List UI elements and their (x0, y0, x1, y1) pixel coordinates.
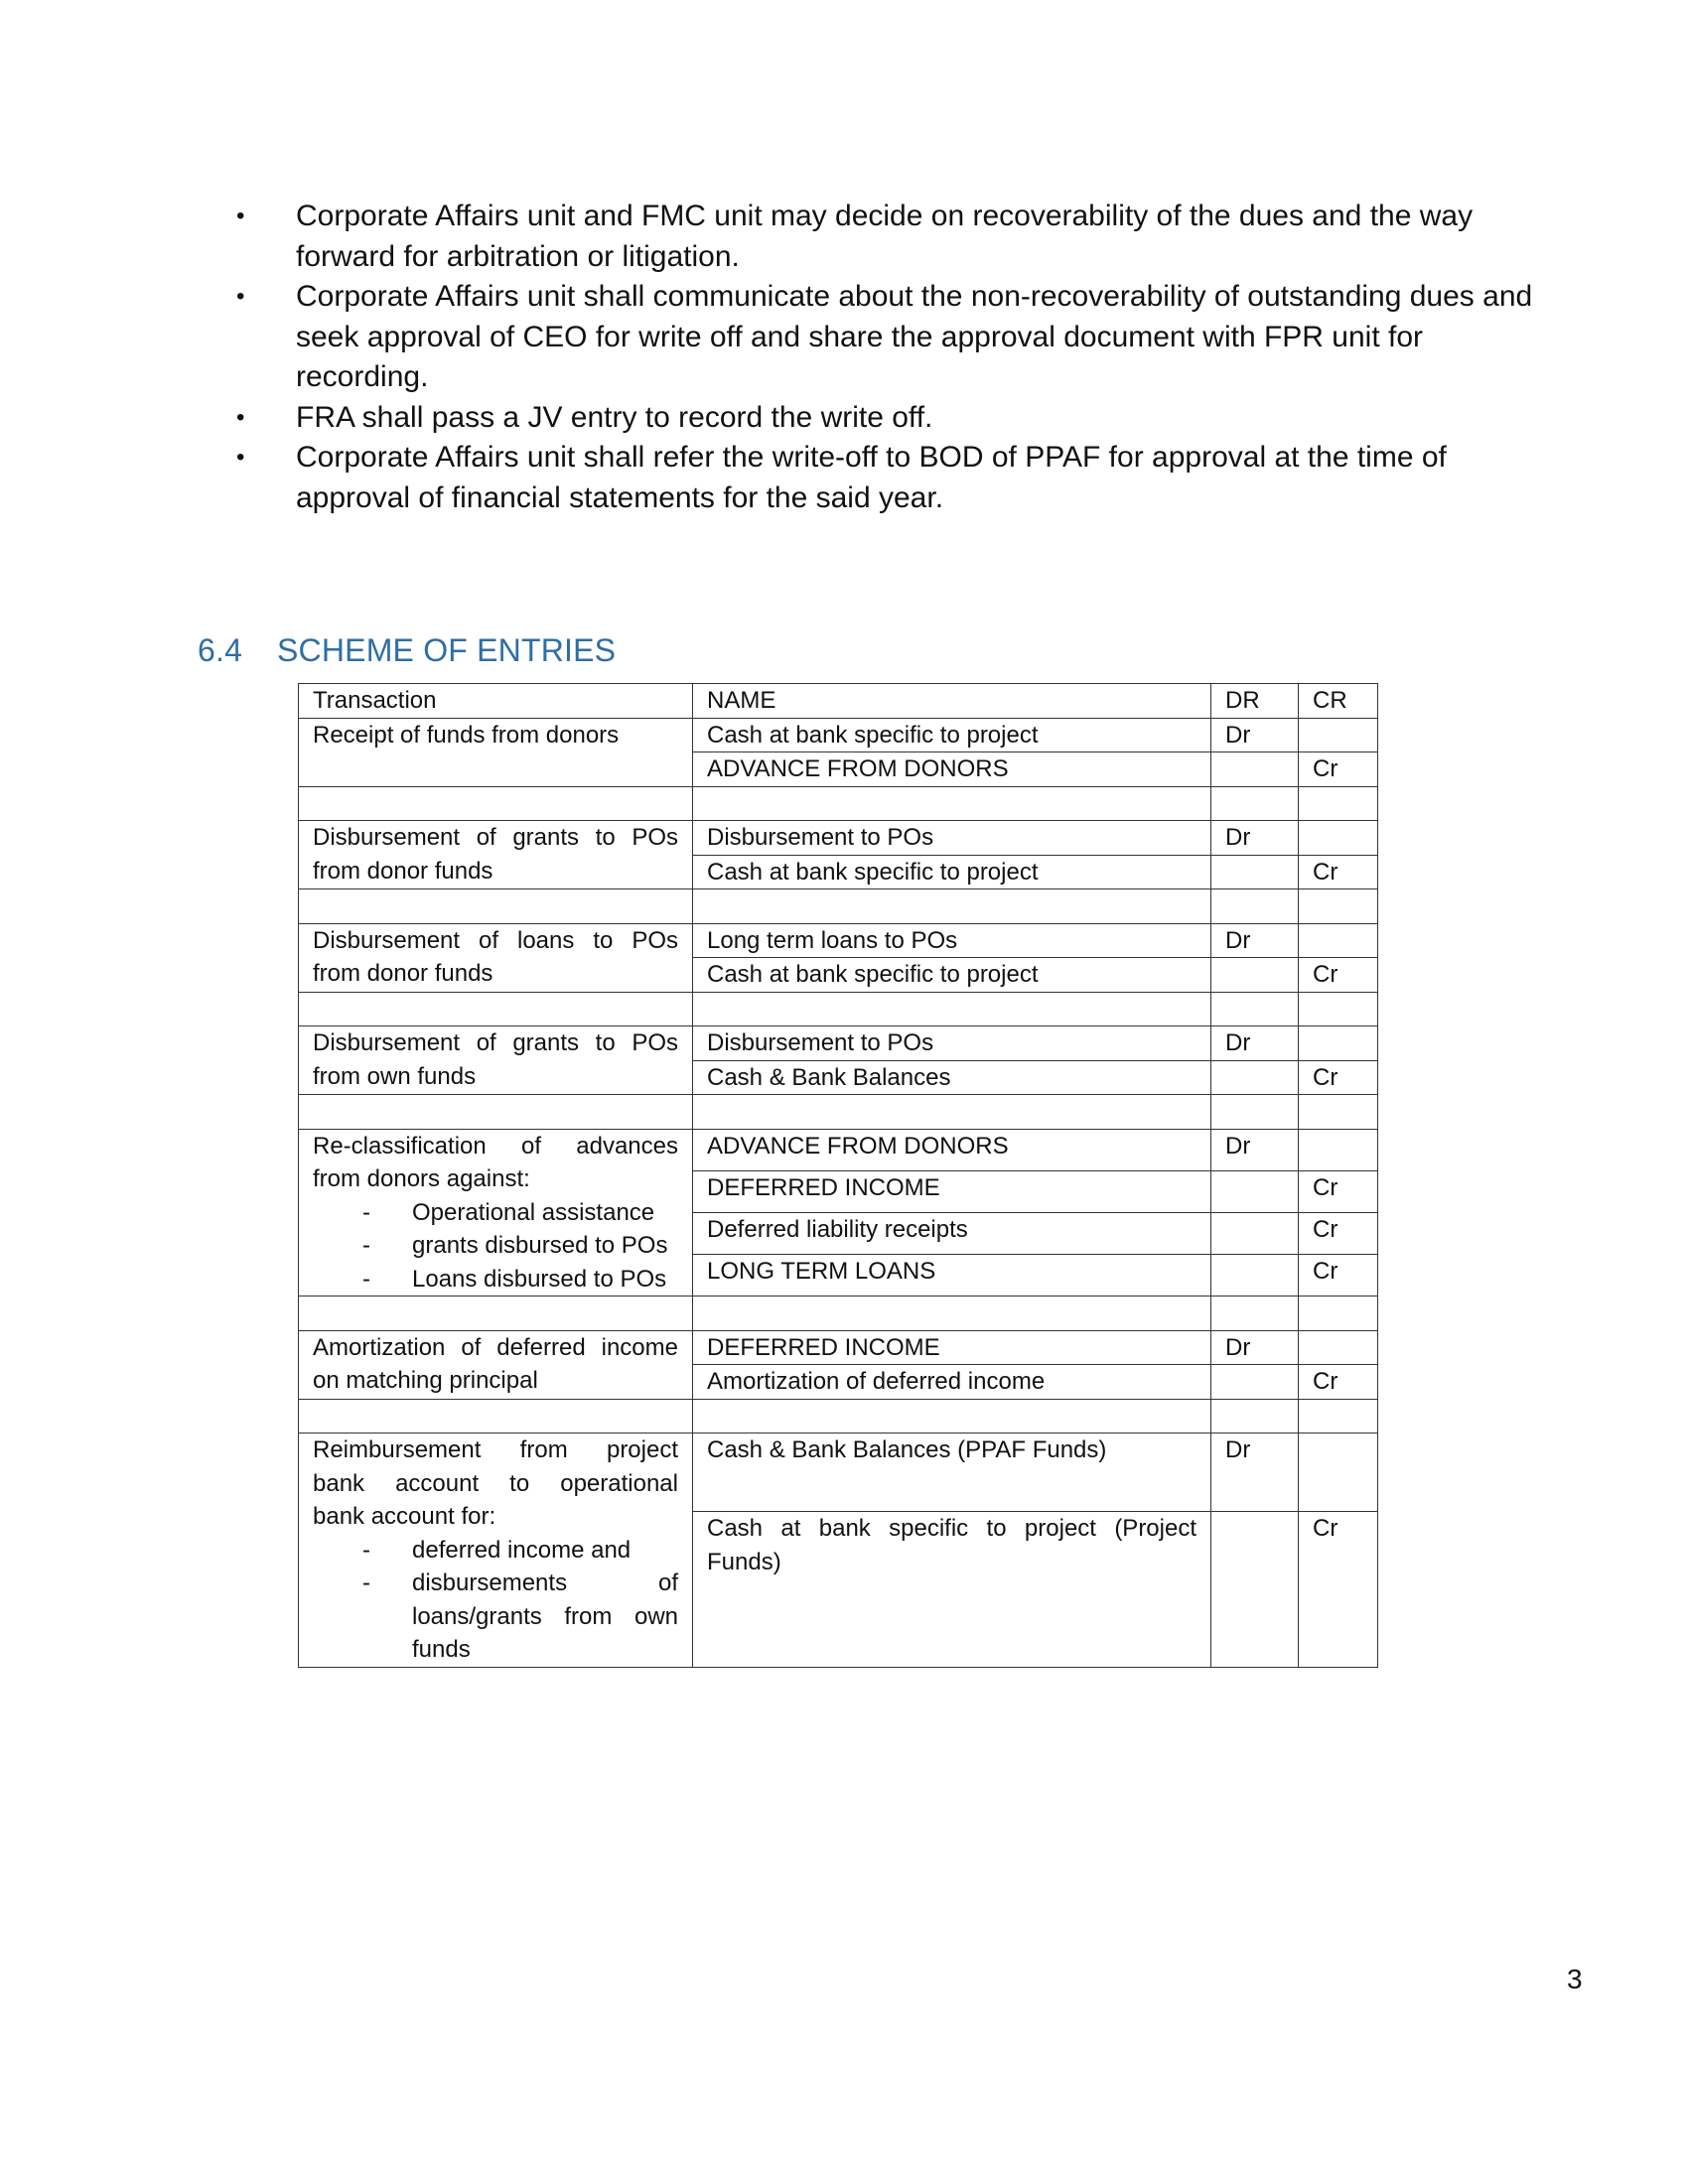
bullet-item (236, 197, 1587, 277)
account-name-cell: Deferred liability receipts (693, 1212, 1211, 1254)
bullet-line: recording. (296, 360, 429, 393)
sub-item-text: disbursements of loans/grants from own funds (412, 1570, 678, 1663)
cr-cell (1299, 1129, 1378, 1170)
transaction-line: Disbursement of grants to POs (313, 824, 678, 851)
transaction-sub-item (313, 1263, 678, 1297)
scheme-of-entries-table (298, 683, 1378, 1668)
sub-item-text: Loans disbursed to POs (412, 1265, 667, 1293)
spacer-row (299, 786, 1378, 821)
empty-cell (1299, 1399, 1378, 1433)
cr-cell: Cr (1299, 1170, 1378, 1212)
header-transaction: Transaction (299, 684, 693, 719)
transaction-line: Disbursement of loans to POs (313, 926, 678, 954)
cr-cell (1299, 923, 1378, 958)
bullet-marker-icon: • (236, 444, 245, 471)
empty-cell (693, 889, 1211, 924)
account-name-cell: Disbursement to POs (693, 1026, 1211, 1061)
empty-cell (299, 786, 693, 821)
dash-marker-icon: - (362, 1232, 370, 1259)
table-header-row (299, 684, 1378, 719)
dr-cell (1211, 958, 1299, 993)
page-number: 3 (1567, 1964, 1583, 1994)
bullet-item (236, 438, 1587, 518)
transaction-line: from donors against: (313, 1165, 530, 1192)
table-body (299, 718, 1378, 1667)
dr-cell: Dr (1211, 1026, 1299, 1061)
account-name-cell: Disbursement to POs (693, 821, 1211, 856)
empty-cell (1299, 889, 1378, 924)
transaction-sub-item (313, 1534, 678, 1568)
section-title: SCHEME OF ENTRIES (277, 632, 617, 668)
table-row (299, 821, 1378, 856)
account-name-cell: Cash at bank specific to project (Project Funds) (693, 1512, 1211, 1667)
spacer-row (299, 1095, 1378, 1130)
account-name-cell: Cash at bank specific to project (693, 718, 1211, 752)
bullet-marker-icon: • (236, 403, 245, 431)
bullet-item (236, 398, 1587, 439)
empty-cell (1299, 786, 1378, 821)
empty-cell (693, 1399, 1211, 1433)
header-dr: DR (1211, 684, 1299, 719)
empty-cell (299, 1399, 693, 1433)
cr-cell (1299, 821, 1378, 856)
transaction-line: from donor funds (313, 857, 493, 885)
bullet-line: Corporate Affairs unit shall refer the write-off to BOD of PPAF for approval at the time of (296, 441, 1447, 474)
empty-cell (1211, 889, 1299, 924)
account-name-cell: DEFERRED INCOME (693, 1170, 1211, 1212)
account-name-cell: Cash at bank specific to project (693, 958, 1211, 993)
transaction-line: on matching principal (313, 1367, 538, 1394)
transaction-line: Receipt of funds from donors (313, 721, 620, 749)
cr-cell (1299, 1026, 1378, 1061)
transaction-cell (299, 1433, 693, 1668)
empty-cell (1211, 1095, 1299, 1130)
sub-item-text: grants disbursed to POs (412, 1232, 668, 1259)
account-name-cell: Amortization of deferred income (693, 1365, 1211, 1400)
transaction-cell (299, 1129, 693, 1297)
cr-cell: Cr (1299, 1212, 1378, 1254)
bullet-marker-icon: • (236, 203, 245, 229)
dr-cell (1211, 855, 1299, 889)
cr-cell (1299, 718, 1378, 752)
transaction-line: Disbursement of grants to POs (313, 1029, 678, 1056)
table-row (299, 1129, 1378, 1170)
cr-cell (1299, 1330, 1378, 1365)
account-name-cell: DEFERRED INCOME (693, 1330, 1211, 1365)
empty-cell (1299, 1095, 1378, 1130)
table-row (299, 923, 1378, 958)
empty-cell (1299, 1297, 1378, 1331)
bullet-item (236, 277, 1587, 398)
bullet-line: approval of financial statements for the said year. (296, 480, 944, 514)
empty-cell (693, 1095, 1211, 1130)
dash-marker-icon: - (362, 1265, 370, 1293)
empty-cell (299, 992, 693, 1026)
empty-cell (299, 889, 693, 924)
transaction-sub-item (313, 1567, 678, 1667)
dr-cell (1211, 1170, 1299, 1212)
header-cr: CR (1299, 684, 1378, 719)
transaction-line: from own funds (313, 1062, 477, 1090)
account-name-cell: Cash & Bank Balances (PPAF Funds) (693, 1433, 1211, 1512)
transaction-line: bank account to operational (313, 1469, 678, 1497)
bullet-marker-icon: • (236, 283, 245, 310)
spacer-row (299, 992, 1378, 1026)
section-number: 6.4 (198, 632, 243, 668)
empty-cell (1299, 992, 1378, 1026)
account-name-cell: ADVANCE FROM DONORS (693, 1129, 1211, 1170)
dash-marker-icon: - (362, 1570, 370, 1596)
dr-cell: Dr (1211, 1129, 1299, 1170)
bullet-line: FRA shall pass a JV entry to record the write off. (296, 400, 933, 434)
table-row (299, 718, 1378, 752)
dash-marker-icon: - (362, 1198, 370, 1226)
table-row (299, 1433, 1378, 1512)
bullet-line: seek approval of CEO for write off and share the approval document with FPR unit for (296, 320, 1424, 353)
dr-cell (1211, 1365, 1299, 1400)
empty-cell (693, 1297, 1211, 1331)
empty-cell (1211, 1399, 1299, 1433)
transaction-sub-item (313, 1196, 678, 1230)
empty-cell (299, 1095, 693, 1130)
transaction-line: Re-classification of advances (313, 1132, 678, 1160)
header-name: NAME (693, 684, 1211, 719)
transaction-line: Reimbursement from project (313, 1436, 678, 1463)
account-name-cell: Long term loans to POs (693, 923, 1211, 958)
bullet-line: forward for arbitration or litigation. (296, 239, 740, 273)
transaction-cell (299, 1026, 693, 1095)
empty-cell (693, 992, 1211, 1026)
account-name-cell: Cash & Bank Balances (693, 1060, 1211, 1095)
empty-cell (693, 786, 1211, 821)
dash-marker-icon: - (362, 1536, 370, 1564)
empty-cell (1211, 1297, 1299, 1331)
account-name-cell: ADVANCE FROM DONORS (693, 752, 1211, 787)
empty-cell (299, 1297, 693, 1331)
transaction-sub-item (313, 1229, 678, 1263)
section-heading (198, 632, 616, 669)
bullet-list (236, 197, 1587, 518)
spacer-row (299, 1297, 1378, 1331)
transaction-cell (299, 1330, 693, 1399)
dr-cell (1211, 1212, 1299, 1254)
transaction-line: Amortization of deferred income (313, 1333, 678, 1361)
sub-item-text: Operational assistance (412, 1198, 655, 1226)
cr-cell: Cr (1299, 1512, 1378, 1667)
cr-cell (1299, 1433, 1378, 1512)
dr-cell: Dr (1211, 821, 1299, 856)
transaction-cell (299, 821, 693, 889)
dr-cell (1211, 1512, 1299, 1667)
dr-cell (1211, 1254, 1299, 1296)
dr-cell: Dr (1211, 1330, 1299, 1365)
cr-cell: Cr (1299, 752, 1378, 787)
dr-cell: Dr (1211, 1433, 1299, 1512)
sub-item-text: deferred income and (412, 1536, 632, 1564)
table-row (299, 1026, 1378, 1061)
cr-cell: Cr (1299, 1365, 1378, 1400)
dr-cell: Dr (1211, 718, 1299, 752)
cr-cell: Cr (1299, 855, 1378, 889)
empty-cell (1211, 786, 1299, 821)
bullet-line: Corporate Affairs unit shall communicate about the non-recoverability of outstanding dues and (296, 280, 1533, 313)
transaction-cell (299, 718, 693, 786)
dr-cell (1211, 1060, 1299, 1095)
table-row (299, 1330, 1378, 1365)
bullet-line: Corporate Affairs unit and FMC unit may decide on recoverability of the dues and the way (296, 200, 1474, 232)
spacer-row (299, 1399, 1378, 1433)
cr-cell: Cr (1299, 1254, 1378, 1296)
empty-cell (1211, 992, 1299, 1026)
transaction-line: from donor funds (313, 960, 493, 987)
cr-cell: Cr (1299, 1060, 1378, 1095)
account-name-cell: LONG TERM LOANS (693, 1254, 1211, 1296)
transaction-cell (299, 923, 693, 992)
cr-cell: Cr (1299, 958, 1378, 993)
transaction-line: bank account for: (313, 1503, 496, 1530)
account-name-cell: Cash at bank specific to project (693, 855, 1211, 889)
dr-cell: Dr (1211, 923, 1299, 958)
dr-cell (1211, 752, 1299, 787)
spacer-row (299, 889, 1378, 924)
